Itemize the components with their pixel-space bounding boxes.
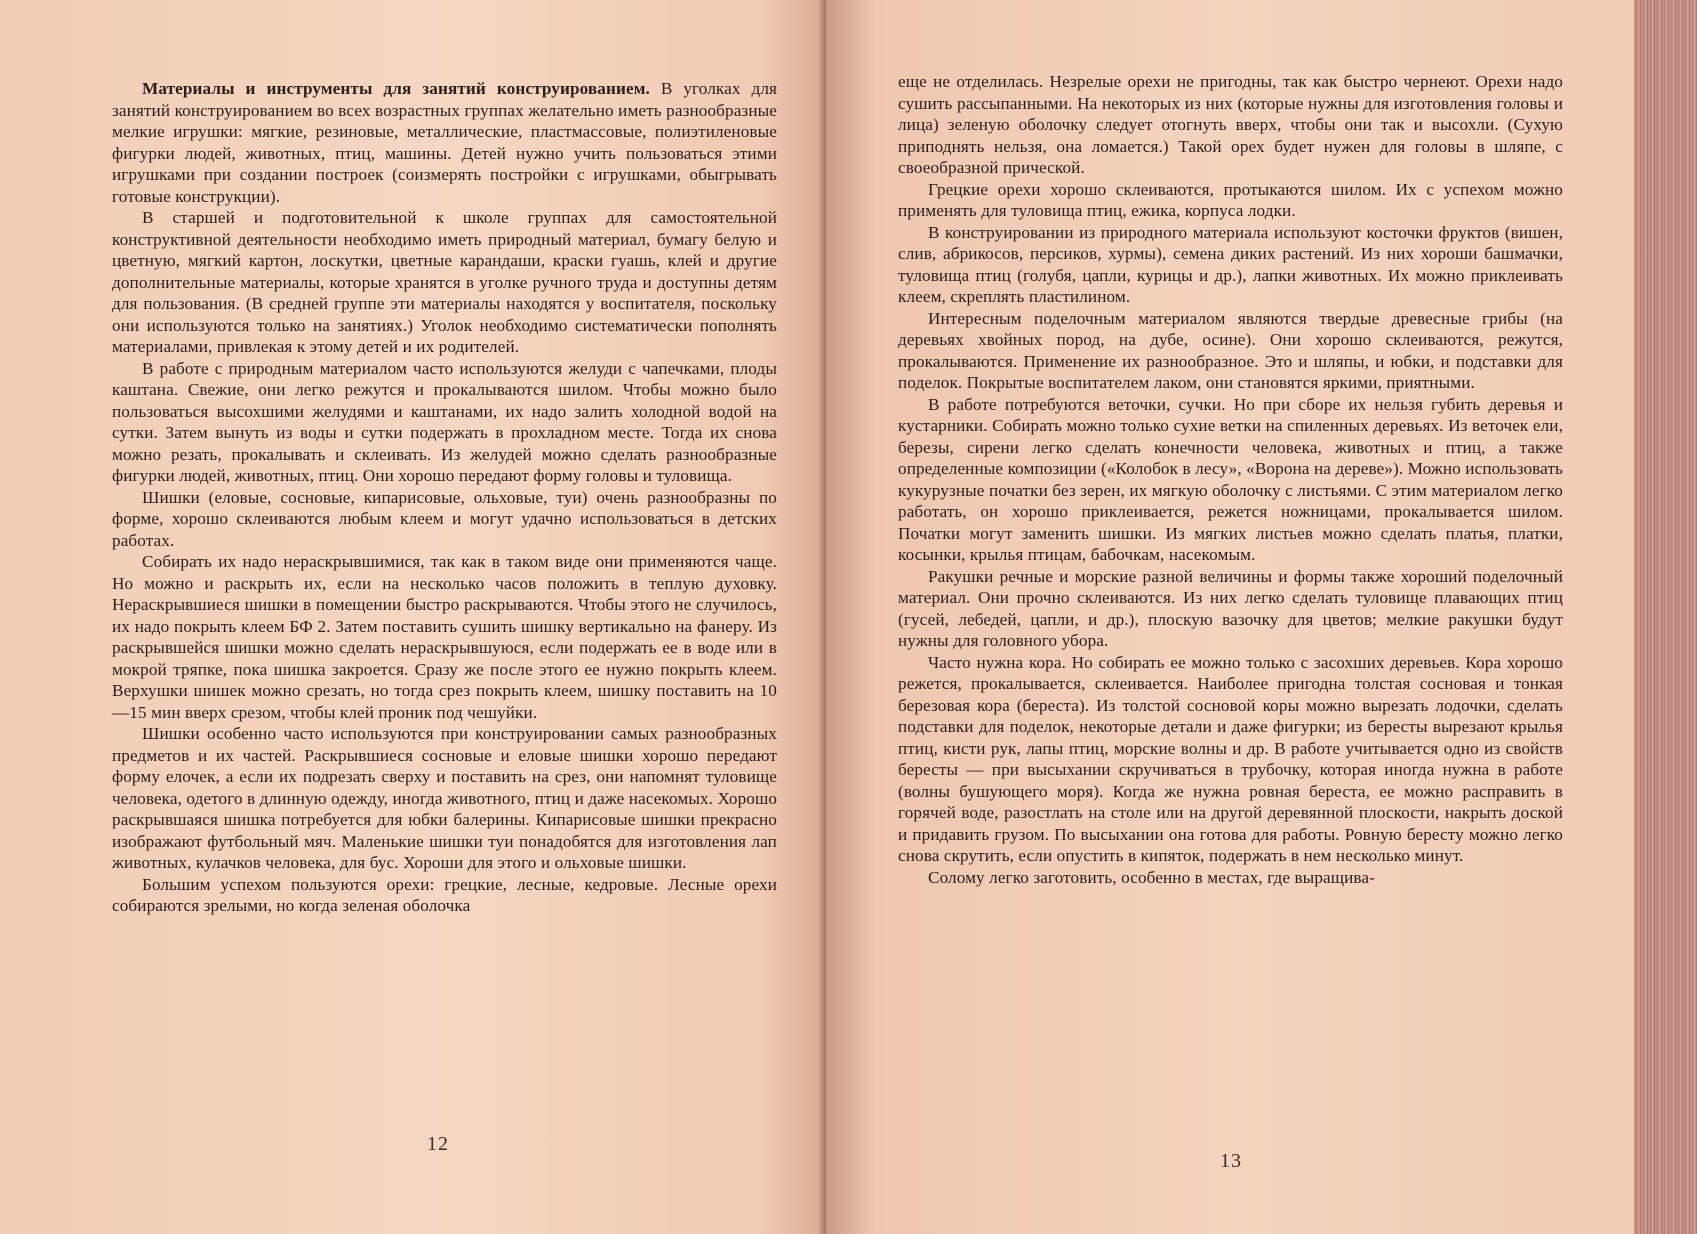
paragraph-4: Интересным поделочным материалом являются твердые древесные грибы (на деревьях хвойных пород, на дубе, осине). Они хорошо склеиваются, режутся, прокалываются. Применение их разнообразное. Это и шляпы, и юбки, и подставки для поделок. Покрытые воспитателем лаком, они становятся яркими, приятными. bbox=[898, 308, 1563, 392]
paragraph-5: В работе потребуются веточки, сучки. Но при сборе их нельзя губить деревья и кустарники. Собирать можно только сухие ветки на спиленных деревьях. Из веточек ели, березы, сирени легко сделать конечности человека, животных и птиц, а также определенные композиции («Колобок в лесу», «Ворона на дереве»). Можно использовать кукурузные початки без зерен, их мягкую оболочку с листьями. С этим материалом легко работать, он хорошо приклеивается, режется ножницами, прокалывается шилом. Початки могут заменить шишки. Из мягких листьев можно сделать платья, платки, косынки, крылья птицам, бабочкам, насекомым. bbox=[898, 394, 1563, 564]
paragraph-7: Большим успехом пользуются орехи: грецкие, лесные, кедровые. Лесные орехи собираются зрелыми, но когда зеленая оболочка bbox=[112, 874, 777, 915]
paragraph-2: В старшей и подготовительной к школе группах для самостоятельной конструктивной деятельности необходимо иметь природный материал, бумагу белую и цветную, мягкий картон, лоскутки, цветные карандаши, краски гуашь, клей и другие дополнительные материалы, которые хранятся в уголке ручного труда и доступны детям для пользования. (В средней группе эти материалы находятся у воспитателя, поскольку они используются только на занятиях.) Уголок необходимо систематически пополнять материалами, привлекая к этому детей и их родителей. bbox=[112, 208, 777, 356]
paragraph-3: В конструировании из природного материала используют косточки фруктов (вишен, слив, абрикосов, персиков, хурмы), семена диких растений. Из них хороши башмачки, туловища птиц (голубя, цапли, курицы и др.), лапки животных. Их можно приклеивать клеем, скреплять пластилином. bbox=[898, 222, 1563, 306]
paragraph-6: Шишки особенно часто используются при конструировании самых разнообразных предметов и их частей. Раскрывшиеся сосновые и еловые шишки хорошо передают форму елочек, а если их подрезать сверху и поставить на срез, они напомнят туловище человека, одетого в длинную одежду, иногда животного, птиц и даже насекомых. Хорошо раскрывшаяся шишка потребуется для юбки балерины. Кипарисовые шишки прекрасно изображают футбольный мяч. Маленькие шишки туи понадобятся для изготовления лап животных, кулачков человека, для бус. Хороши для этого и ольховые шишки. bbox=[112, 724, 778, 872]
paragraph-3: В работе с природным материалом часто используются желуди с чапечками, плоды каштана. Свежие, они легко режутся и прокалываются шилом. Чтобы можно было пользоваться высохшими желудями и каштанами, их надо залить холодной водой на сутки. Затем вынуть из воды и сутки подержать в прохладном месте. Тогда их снова можно резать, прокалывать и склеивать. Из желудей можно сделать разнообразные фигурки людей, животных, птиц. Они хорошо передают форму головы и туловища. bbox=[112, 358, 777, 485]
paragraph-1: еще не отделилась. Незрелые орехи не пригодны, так как быстро чернеют. Орехи надо сушить рассыпанными. На некоторых из них (которые нужны для изготовления головы и лица) зеленую оболочку следует отогнуть вверх, чтобы они так и высохли. (Сухую приподнять нельзя, она ломается.) Такой орех будет нужен для головы в шляпе, с своеобразной прической. bbox=[898, 72, 1563, 177]
right-page bbox=[826, 0, 1634, 1234]
section-heading: Материалы и инструменты для занятий конструированием. bbox=[142, 79, 650, 98]
paragraph-1: Материалы и инструменты для занятий конструированием. В уголках для занятий конструированием во всех возрастных группах желательно иметь разнообразные мелкие игрушки: мягкие, резиновые, металлические, пластмассовые, полиэтиленовые фигурки людей, животных, птиц, машины. Детей нужно учить пользоваться этими игрушками при создании построек (соизмерять постройки с игрушками, обыгрывать готовые конструкции). bbox=[112, 79, 777, 206]
paragraph-6: Ракушки речные и морские разной величины и формы также хороший поделочный материал. Они прочно склеиваются. Из них легко сделать туловище плавающих птиц (гусей, лебедей, цапли, и др.), плоскую вазочку для цветов; мелкие ракушки будут нужны для головного убора. bbox=[898, 566, 1563, 650]
paragraph-5: Собирать их надо нераскрывшимися, так как в таком виде они применяются чаще. Но можно и раскрыть их, если на несколько часов положить в теплую духовку. Нераскрывшиеся шишки в помещении быстро раскрываются. Чтобы этого не случилось, их надо покрыть клеем БФ 2. Затем поставить сушить шишку вертикально на фанеру. Из раскрывшейся шишки можно сделать нераскрывшуюся, если подержать ее в воде или в мокрой тряпке, пока шишка закроется. Сразу же после этого ее нужно покрыть клеем. Верхушки шишек можно срезать, но тогда срез покрыть клеем, шишку поставить на 10—15 мин вверх срезом, чтобы клей проник под чешуйки. bbox=[112, 552, 777, 722]
page-number: 13 bbox=[1220, 1150, 1242, 1172]
page-number: 12 bbox=[427, 1133, 449, 1155]
left-page bbox=[0, 0, 826, 1234]
right-page-text bbox=[898, 71, 1563, 888]
paragraph-4: Шишки (еловые, сосновые, кипарисовые, ольховые, туи) очень разнообразны по форме, хорошо склеиваются любым клеем и могут удачно использоваться в детских работах. bbox=[112, 487, 777, 550]
paragraph-2: Грецкие орехи хорошо склеиваются, протыкаются шилом. Их с успехом можно применять для туловища птиц, ежика, корпуса лодки. bbox=[898, 179, 1563, 220]
left-page-text bbox=[112, 78, 777, 917]
page-edges bbox=[1634, 0, 1697, 1234]
paragraph-8: Солому легко заготовить, особенно в местах, где выращива- bbox=[928, 867, 1375, 887]
paragraph-7: Часто нужна кора. Но собирать ее можно только с засохших деревьев. Кора хорошо режется, прокалывается, склеивается. Наиболее пригодна толстая сосновая и тонкая березовая кора (береста). Из толстой сосновой коры можно вырезать лодочки, сделать подставки для поделок, некоторые детали и даже фигурки; из бересты вырезают крылья птиц, кисти рук, лапы птиц, морские волны и др. В работе учитывается одно из свойств бересты — при высыхании скручиваться в трубочку, которая иногда нужна в работе (волны бушующего моря). Когда же нужна ровная береста, ее можно расправить в горячей воде, разостлать на столе или на другой деревянной плоскости, накрыть доской и придавить грузом. По высыхании она готова для работы. Ровную бересту можно легко снова скрутить, если опустить в кипяток, подержать в нем несколько минут. bbox=[898, 652, 1563, 865]
